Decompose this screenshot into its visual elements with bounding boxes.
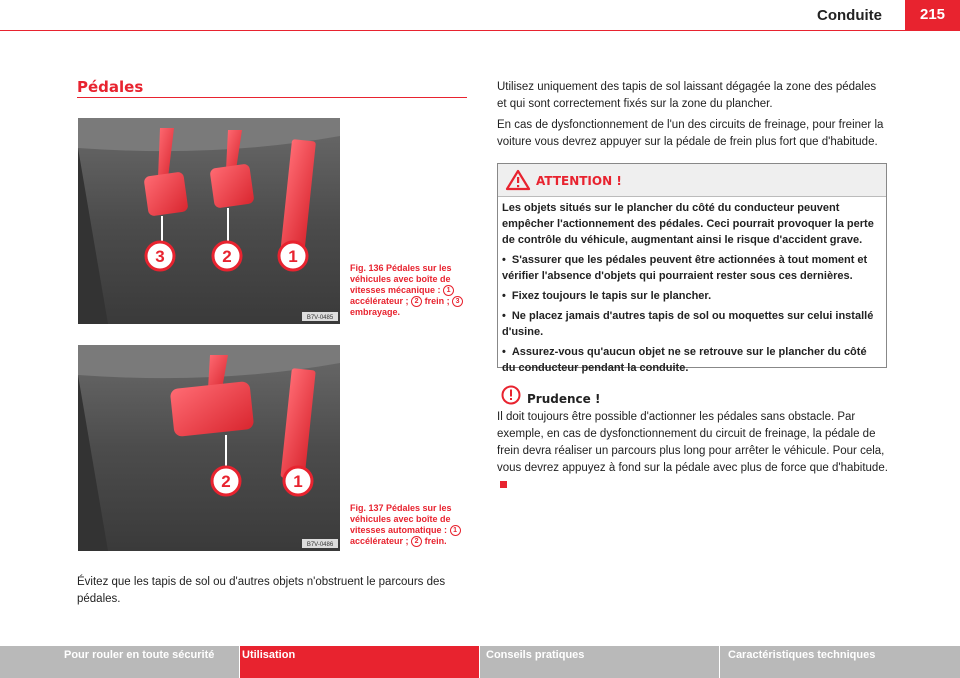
figure-136-manual-pedals [78,118,340,324]
end-of-section-mark [500,481,507,488]
attention-body [498,197,886,376]
callout-label-1: 1 [293,472,303,491]
chapter-title: Conduite [817,7,882,24]
attention-bullet: • S'assurer que les pédales peuvent être actionnées à tout moment et vérifier l'absence d'objets qui pourraient rester sous ces dernières. [502,252,882,284]
section-title: Pédales [77,78,144,96]
figure-137-automatic-pedals [78,345,340,551]
figure-code: B7V-0486 [306,542,334,548]
attention-box [497,163,887,374]
marker-2: 2 [411,296,422,307]
pedal-path-paragraph: Évitez que les tapis de sol ou d'autres objets n'obstruent le parcours des pédales. [77,576,446,605]
section-rule [77,97,467,98]
page-number: 215 [905,0,960,30]
header-rule [0,30,960,31]
attention-header [498,164,886,197]
caution-exclamation-icon [501,385,521,405]
floor-mats-paragraph: Utilisez uniquement des tapis de sol laissant dégagée la zone des pédales et qui sont correctement fixés sur la zone du plancher. [497,81,877,110]
callout-label-3: 3 [155,247,165,266]
prudence-title: Prudence ! [527,392,601,406]
callout-1 [279,242,307,270]
callout-2 [213,242,241,270]
brake-circuit-paragraph: En cas de dysfonctionnement de l'un des circuits de freinage, pour freiner la voiture vous devrez appuyer sur la pédale de frein plus fort que d'habitude. [497,119,884,148]
figure-137-caption: Fig. 137 Pédales sur les véhicules avec boîte de vitesses automatique : 1 accélérateur ; 2 frein. [350,503,470,547]
attention-intro: Les objets situés sur le plancher du côté du conducteur peuvent empêcher l'actionnement des pédales. Ceci pourrait provoquer la perte de contrôle du véhicule, augmentant ainsi le risque d'accident grave. [502,202,874,246]
marker-1: 1 [450,525,461,536]
prudence-paragraph: Il doit toujours être possible d'actionner les pédales sans obstacle. Par exemple, en cas de dysfonctionnement du circuit de freinage, la pédale de frein devra réaliser un parcours plus long pour arrêter le véhicule. Pour cela, vous devrez appuyez à fond sur la pédale avec plus de force que d'habitude. [497,409,889,494]
pedals-illustration-automatic [78,345,340,551]
figure-code: B7V-0485 [306,315,334,321]
marker-1: 1 [443,285,454,296]
callout-3 [146,242,174,270]
callout-2 [212,467,240,495]
attention-title: ATTENTION ! [536,174,622,188]
footer-tab-technical-data[interactable]: Caractéristiques techniques [720,646,960,678]
footer-tab-practical-tips[interactable]: Conseils pratiques [480,646,720,678]
pedals-illustration-manual [78,118,340,324]
marker-3: 3 [452,296,463,307]
attention-bullet: • Assurez-vous qu'aucun objet ne se retrouve sur le plancher du côté du conducteur pendant la conduite. [502,344,882,376]
callout-1 [284,467,312,495]
warning-triangle-icon [505,169,531,191]
attention-bullet: • Fixez toujours le tapis sur le plancher. [502,288,882,304]
marker-2: 2 [411,536,422,547]
callout-label-2: 2 [221,472,231,491]
callout-label-1: 1 [288,247,298,266]
figure-136-caption: Fig. 136 Pédales sur les véhicules avec boîte de vitesses mécanique : 1 accélérateur ; 2 frein ; 3 embrayage. [350,263,470,318]
footer-nav [0,646,960,678]
callout-label-2: 2 [222,247,232,266]
footer-tab-operation[interactable]: Utilisation [240,646,480,678]
attention-bullet: • Ne placez jamais d'autres tapis de sol ou moquettes sur celui installé d'usine. [502,308,882,340]
footer-tab-safety[interactable]: Pour rouler en toute sécurité [0,646,240,678]
